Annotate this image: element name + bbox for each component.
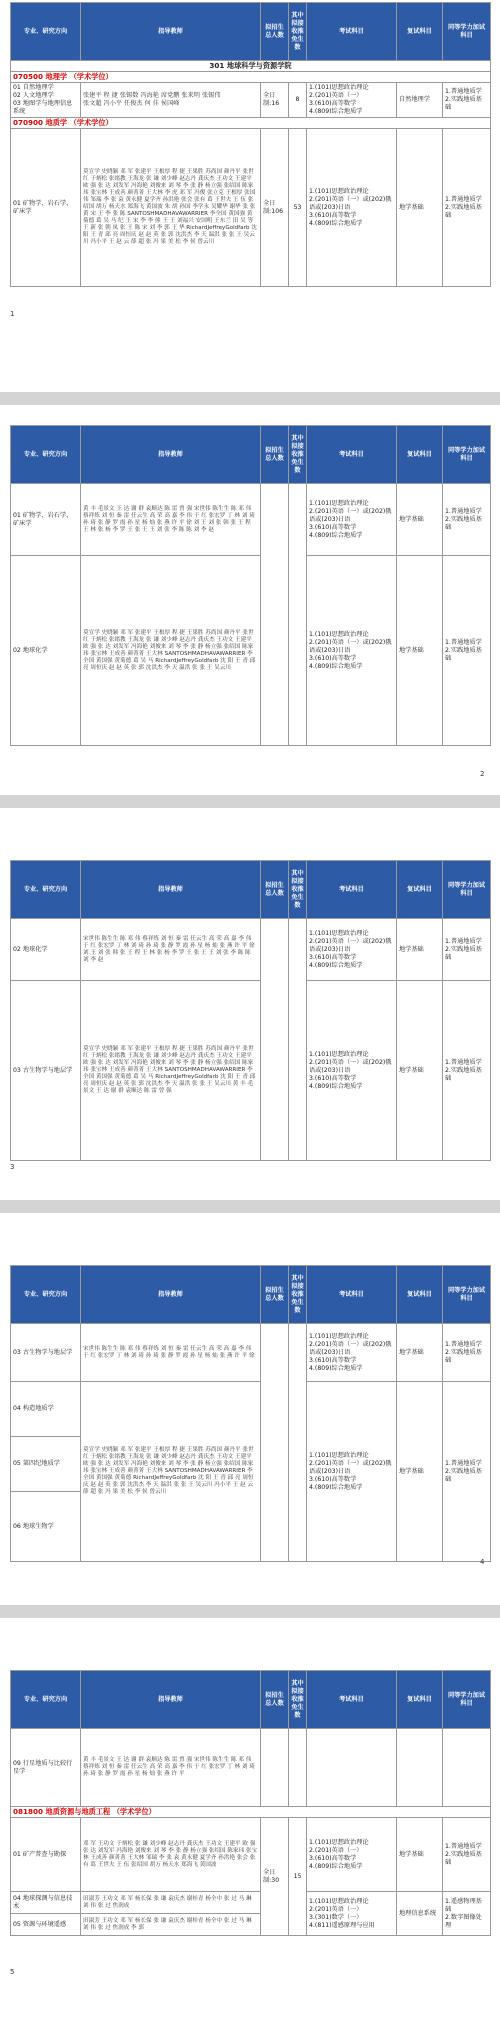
col-equiv: 同等学力加试科目: [443, 1266, 491, 1324]
direction-cell: 01 自然地理学 02 人文地理学 03 地图学与地理信息系统: [11, 83, 81, 118]
table-row: [11, 1729, 491, 1807]
col-plan: 拟招生总人数: [261, 1266, 289, 1324]
direction-cell: 02 地球化学: [11, 919, 81, 981]
plan-cell: [261, 1729, 289, 1807]
exempt-cell: [289, 1324, 307, 1562]
col-exam: 考试科目: [307, 1266, 397, 1324]
page-number: 5: [10, 1968, 15, 1976]
header-row: [11, 861, 491, 919]
exam-cell: 1.(101)思想政治理论 2.(201)英语（一）或(202)俄语或(203)日语 3.(610)高等数学 4.(809)综合地质学: [307, 484, 397, 556]
plan-cell: [261, 919, 289, 1161]
direction-cell: 06 地球生物学: [11, 1492, 81, 1562]
retest-cell: 地理信息系统: [397, 1892, 443, 1936]
col-exam: 考试科目: [307, 426, 397, 484]
exam-cell: 1.(101)思想政治理论 2.(201)英语（一）或(202)俄语或(203)日语 3.(610)高等数学 4.(809)综合地质学: [307, 129, 397, 287]
header-row: [11, 1266, 491, 1324]
equiv-cell: 1.普通地质学 2.实践地质基础: [443, 981, 491, 1161]
retest-cell: 地学基础: [397, 129, 443, 287]
teachers-cell: 田淑芳 王功文 邓 军 杨长保 张 谦 袁庆杰 谢桂青 杨全中 张 过 马 琳 刘 伟 张 过 焦润成 李 郭: [81, 1914, 261, 1936]
subject-title: 081800 地质资源与地质工程 （学术学位）: [11, 1807, 491, 1818]
direction-cell: 04 构造地质学: [11, 1382, 81, 1437]
direction-cell: 09 行星地质与比较行星学: [11, 1729, 81, 1807]
equiv-cell: 1.普通地质学 2.实践地质基础: [443, 1382, 491, 1562]
col-direction: 专业、研究方向: [11, 426, 81, 484]
equiv-cell: 1.普通地质学 2.实践地质基础: [443, 1324, 491, 1382]
college-name: 301 地球科学与资源学院: [11, 61, 491, 72]
exam-cell: 1.(101)思想政治理论 2.(201)英语（一）或(202)俄语或(203)日语 3.(610)高等数学 4.(809)综合地质学: [307, 1382, 397, 1562]
direction-cell: 05 第四纪地质学: [11, 1437, 81, 1492]
retest-cell: 地学基础: [397, 1324, 443, 1382]
page-5: [0, 1618, 500, 2017]
exam-cell: 1.(101)思想政治理论 2.(201)英语（一） 3.(301)数学（一） 4.(811)遥感原理与应用: [307, 1892, 397, 1936]
retest-cell: [397, 1729, 443, 1807]
teachers-cell: 宋世伟 陈生生 陈 邓 伟 蔡祥炼 刘 恒 秦 雷 任云生 高 荣 高 嘉 李 伟 于 红 张宏罗 丁 林 刘 琦 孙 琦 张 静 罗 霞 孙 星 杨 灿 张 燕 许 平 徐 刘 王 刘 张 韩 张 王 程 王 林 张 杨 李 罗 王 张 王 王 刘 张 李 陈 陈 刘 李 赵: [81, 919, 261, 981]
retest-cell: 地学基础: [397, 1818, 443, 1892]
table-row: [11, 1818, 491, 1892]
col-retest: 复试科目: [397, 426, 443, 484]
exempt-cell: 8: [289, 83, 307, 118]
exam-cell: 1.(101)思想政治理论 2.(201)英语（一）或(202)俄语或(203)日语 3.(610)高等数学 4.(809)综合地质学: [307, 1324, 397, 1382]
col-exam: 考试科目: [307, 861, 397, 919]
page-4: [0, 1213, 500, 1605]
direction-cell: 02 地球化学: [11, 556, 81, 746]
col-equiv: 同等学力加试科目: [443, 1671, 491, 1729]
col-retest: 复试科目: [397, 1671, 443, 1729]
teachers-cell: 莫宣学 史晓颖 邓 军 张建平 王根厚 程 捷 王果胜 苏尚国 颜丹平 张世红 于炳松 张绪教 王海龙 张 谦 刘少峰 赵志丹 龚庆杰 王功文 王建平 欧 强 张 达 刘发军 冯海艳 刘俊来 刘 琴 李 张 静 杨立强 张绍国 陈家玮 张宝林 王成善 颜菁菁 王大林 SANTOSHMADHAVAWARRIER 李全国 黄国强 黄菊德 RichardJeffreyGoldfarb 沈 阳 王 青 邱 亮 周恒庆 赵 赵 英 张 郭 沈洪杰 李 天 温洪 张 张 王 吴云川 冯小平 王 赵 云 薛 超 张 冯 果 美 松 李 侯 曾云川: [81, 1382, 261, 1562]
page-3: [0, 808, 500, 1200]
col-equiv: 同等学力加试科目: [443, 426, 491, 484]
subject-row: [11, 118, 491, 129]
col-equiv: 同等学力加试科目: [443, 3, 491, 61]
table-row: [11, 1324, 491, 1382]
equiv-cell: [443, 1729, 491, 1807]
teachers-cell: 宋世伟 陈生生 陈 邓 伟 蔡祥炼 刘 恒 秦 雷 任云生 高 荣 高 嘉 李 伟 于 红 张宏罗 丁 林 刘 琦 孙 琦 张 静 罗 霞 孙 星 杨 灿 张 燕 许 平 徐: [81, 1324, 261, 1382]
col-plan: 拟招生总人数: [261, 3, 289, 61]
col-direction: 专业、研究方向: [11, 1266, 81, 1324]
exempt-cell: [289, 1729, 307, 1807]
plan-cell: 全日制:16: [261, 83, 289, 118]
direction-cell: 01 矿产普查与勘探: [11, 1818, 81, 1892]
teachers-cell: 田淑芳 王功文 邓 军 杨长保 张 谦 袁庆杰 谢桂青 杨全中 张 过 马 琳 刘 伟 张 过 焦润成: [81, 1892, 261, 1914]
retest-cell: 地学基础: [397, 981, 443, 1161]
col-exempt: 其中拟接收推免生数: [289, 861, 307, 919]
exam-cell: 1.(101)思想政治理论 2.(201)英语（一） 3.(610)高等数学 4.(809)综合地质学: [307, 1818, 397, 1892]
col-teachers: 指导教师: [81, 426, 261, 484]
subject-row: [11, 1807, 491, 1818]
plan-cell: 全日制:30: [261, 1818, 289, 1936]
col-retest: 复试科目: [397, 3, 443, 61]
retest-cell: 地学基础: [397, 484, 443, 556]
col-exempt: 其中拟接收推免生数: [289, 426, 307, 484]
table-row: [11, 1382, 491, 1437]
col-exempt: 其中拟接收推免生数: [289, 3, 307, 61]
equiv-cell: 1.普通地质学 2.实践地质基础: [443, 129, 491, 287]
col-exam: 考试科目: [307, 3, 397, 61]
admission-table-page-3: [10, 860, 491, 1161]
exam-cell: 1.(101)思想政治理论 2.(201)英语（一） 3.(610)高等数学 4.(809)综合地质学: [307, 83, 397, 118]
subject-row: [11, 72, 491, 83]
exempt-cell: 15: [289, 1818, 307, 1936]
col-direction: 专业、研究方向: [11, 3, 81, 61]
col-retest: 复试科目: [397, 1266, 443, 1324]
direction-cell: 01 矿物学、岩石学、矿床学: [11, 484, 81, 556]
teachers-cell: 黄 丰 毛景文 王 达 谢 群 袁顺达 陈 雷 曾 强 宋世伟 陈生生 陈 邓 伟 蔡祥炼 刘 恒 秦 雷 任云生 高 荣 高 嘉 李 伟 于 红 张宏罗 丁 林 刘 琦 孙 琦 张 静 罗 霞 孙 星 杨 灿 张 燕 许 平 徐 刘 王 刘 张 韩 张 王 程 王 林 张 杨 李 罗 王 张 王 王 刘 张 李 陈 陈 刘 李 赵: [81, 484, 261, 556]
page-2: [0, 405, 500, 795]
retest-cell: 地学基础: [397, 919, 443, 981]
retest-cell: 自然地理学: [397, 83, 443, 118]
header-row: [11, 426, 491, 484]
col-exempt: 其中拟接收推免生数: [289, 1671, 307, 1729]
table-row: [11, 83, 491, 118]
retest-cell: 地学基础: [397, 1382, 443, 1562]
col-equiv: 同等学力加试科目: [443, 861, 491, 919]
teachers-cell: 莫宣学 史晓颖 邓 军 张建平 王根厚 程 捷 王果胜 苏尚国 颜丹平 张世红 于炳松 张绪教 王海龙 张 谦 刘少峰 赵志丹 龚庆杰 王功文 王建平 欧 强 张 达 刘发军 冯海艳 刘俊来 刘 琴 李 张 静 杨立强 张绍国 陈家玮 张宝林 王成善 颜菁菁 王大林 SANTOSHMADHAVAWARRIER 李全国 黄国强 黄菊德 葛 吴 马 RichardJeffreyGoldfarb 沈 阳 王 青 邱 亮 周恒庆 赵 赵 英 张 郭 沈洪杰 李 天 温洪 张 张 王 吴云川: [81, 556, 261, 746]
page-number: 1: [10, 310, 15, 318]
teachers-cell: 黄 丰 毛景文 王 达 谢 群 袁顺达 陈 雷 曾 强 宋世伟 陈生生 陈 邓 伟 蔡祥炼 刘 恒 秦 雷 任云生 高 荣 高 嘉 李 伟 于 红 张宏罗 丁 林 刘 琦 孙 琦 张 静 罗 霞 孙 星 杨 灿 张 燕 许 平: [81, 1729, 261, 1807]
page-number: 4: [480, 1558, 485, 1566]
table-row: [11, 484, 491, 556]
table-row: [11, 919, 491, 981]
page-number: 3: [10, 1163, 15, 1171]
exam-cell: 1.(101)思想政治理论 2.(201)英语（一）或(202)俄语或(203)日语 3.(610)高等数学 4.(809)综合地质学: [307, 556, 397, 746]
header-row: [11, 1671, 491, 1729]
col-plan: 拟招生总人数: [261, 1671, 289, 1729]
equiv-cell: 1.普通地质学 2.实践地质基础: [443, 919, 491, 981]
direction-cell: 05 资源与环境遥感: [11, 1914, 81, 1936]
table-row: [11, 556, 491, 746]
exam-cell: 1.(101)思想政治理论 2.(201)英语（一）或(202)俄语或(203)日语 3.(610)高等数学 4.(809)综合地质学: [307, 981, 397, 1161]
exam-cell: 1.(101)思想政治理论 2.(201)英语（一）或(202)俄语或(203)日语 3.(610)高等数学 4.(809)综合地质学: [307, 919, 397, 981]
plan-cell: [261, 484, 289, 746]
col-plan: 拟招生总人数: [261, 861, 289, 919]
col-direction: 专业、研究方向: [11, 861, 81, 919]
admission-table-page-1: [10, 2, 491, 287]
exempt-cell: [289, 919, 307, 1161]
admission-table-page-5: [10, 1670, 491, 1936]
table-row: [11, 1892, 491, 1914]
equiv-cell: 1.普通地质学 2.实践地质基础: [443, 1818, 491, 1892]
table-row: [11, 981, 491, 1161]
exempt-cell: 53: [289, 129, 307, 287]
col-teachers: 指导教师: [81, 861, 261, 919]
col-retest: 复试科目: [397, 861, 443, 919]
equiv-cell: 1.普通地质学 2.实践地质基础: [443, 484, 491, 556]
col-exam: 考试科目: [307, 1671, 397, 1729]
header-row: [11, 3, 491, 61]
subject-title: 070500 地理学 （学术学位）: [11, 72, 491, 83]
admission-table-page-2: [10, 425, 491, 746]
direction-cell: 01 矿物学、岩石学、矿床学: [11, 129, 81, 287]
admission-table-page-4: [10, 1265, 491, 1562]
col-plan: 拟招生总人数: [261, 426, 289, 484]
equiv-cell: 1.遥感物理基础 2.数字图像处理: [443, 1892, 491, 1936]
retest-cell: 地学基础: [397, 556, 443, 746]
teachers-cell: 张建平 程 捷 张锡数 冯海艳 席党鹏 张来明 张锡伟 张文超 冯小平 任俊杰 何 佳 侯国峰: [81, 83, 261, 118]
col-direction: 专业、研究方向: [11, 1671, 81, 1729]
table-row: [11, 129, 491, 287]
page-number: 2: [480, 770, 485, 778]
equiv-cell: 1.普通地质学 2.实践地质基础: [443, 83, 491, 118]
exempt-cell: [289, 484, 307, 746]
equiv-cell: 1.普通地质学 2.实践地质基础: [443, 556, 491, 746]
direction-cell: 03 古生物学与地层学: [11, 1324, 81, 1382]
col-exempt: 其中拟接收推免生数: [289, 1266, 307, 1324]
col-teachers: 指导教师: [81, 3, 261, 61]
page-1: [0, 0, 500, 392]
college-row: [11, 61, 491, 72]
col-teachers: 指导教师: [81, 1266, 261, 1324]
col-teachers: 指导教师: [81, 1671, 261, 1729]
subject-title: 070900 地质学 （学术学位）: [11, 118, 491, 129]
teachers-cell: 邓 军 王功文 于炳松 张 谦 刘少峰 赵志丹 龚庆杰 王功文 王建平 欧 强 张 达 刘发军 冯海艳 刘俊来 刘 琴 李 张 静 杨立强 张绍国 陈家玮 张宝林 王成善 颜菁菁 王大林 邹瑞 李 张 袁 黄永健 夏学齐 孙洪艳 张会 张有 葛 王世夫 王 伍 张绍国 胡万 杨天水 郑海飞 黄国波: [81, 1818, 261, 1892]
teachers-cell: 莫宣学 史晓颖 邓 军 张建平 王根厚 程 捷 王果胜 苏尚国 颜丹平 张世红 于炳松 张绪教 王海龙 张 谦 刘少峰 赵志丹 龚庆杰 王功文 王建平 欧 强 张 达 刘发军 冯海艳 刘俊来 刘 琴 李 张 静 杨立强 张绍国 陈家玮 张宝林 王成善 颜菁菁 王大林 SANTOSHMADHAVAWARRIER 李全国 黄国强 黄菊德 葛 吴 马 RichardJeffreyGoldfarb 沈 阳 王 青 邱 亮 周恒庆 赵 赵 英 张 郭 沈洪杰 李 天 温洪 张 张 王 吴云川 黄 丰 毛景文 王 达 谢 群 袁顺达 陈 雷 曾 强: [81, 981, 261, 1161]
plan-cell: 全日制:106: [261, 129, 289, 287]
plan-cell: [261, 1324, 289, 1562]
direction-cell: 04 地球探测与信息技术: [11, 1892, 81, 1914]
teachers-cell: 莫宣学 史晓颖 邓 军 张建平 王根厚 程 捷 王果胜 苏尚国 颜丹平 张世红 于炳松 张绪教 王海龙 张 谦 刘少峰 赵志丹 龚庆杰 王功文 王建平 欧 强 张 达 刘发军 冯海艳 刘俊来 刘 琴 李 张 静 杨立强 张绍国 陈家玮 张宝林 王成善 颜菁菁 王大林 李 虎 邓 军 冯俊 张立克 王根厚 张国伟 邹瑞 李 张 袁 黄永健 夏学齐 孙洪艳 张会 张有 葛 王世夫 王 伍 张绍国 胡万 杨天水 郑海飞 黄国波 朱 胡 孙国 李学永 吴耀华 谢华 张 张 黄 宋 王 李 张 陈 SANTOSHMADHAVAWARRIER 李全国 黄国强 黄菊德 葛 吴 马 纪 王 宋 李 李 熊 王 王 刘福兴 安国明 王东兰 田 吴 等 王 新 张 朝 凤 张 王 陈 宋 刘 李 郭 王 华 RichardJeffreyGoldfarb 沈 阳 王 青 邱 亮 周恒庆 赵 赵 英 张 郭 沈洪杰 李 天 温洪 张 张 王 吴云川 冯小平 王 赵 云 薛 超 张 冯 果 美 松 李 侯 曾云川: [81, 129, 261, 287]
direction-cell: 03 古生物学与地层学: [11, 981, 81, 1161]
exam-cell: [307, 1729, 397, 1807]
